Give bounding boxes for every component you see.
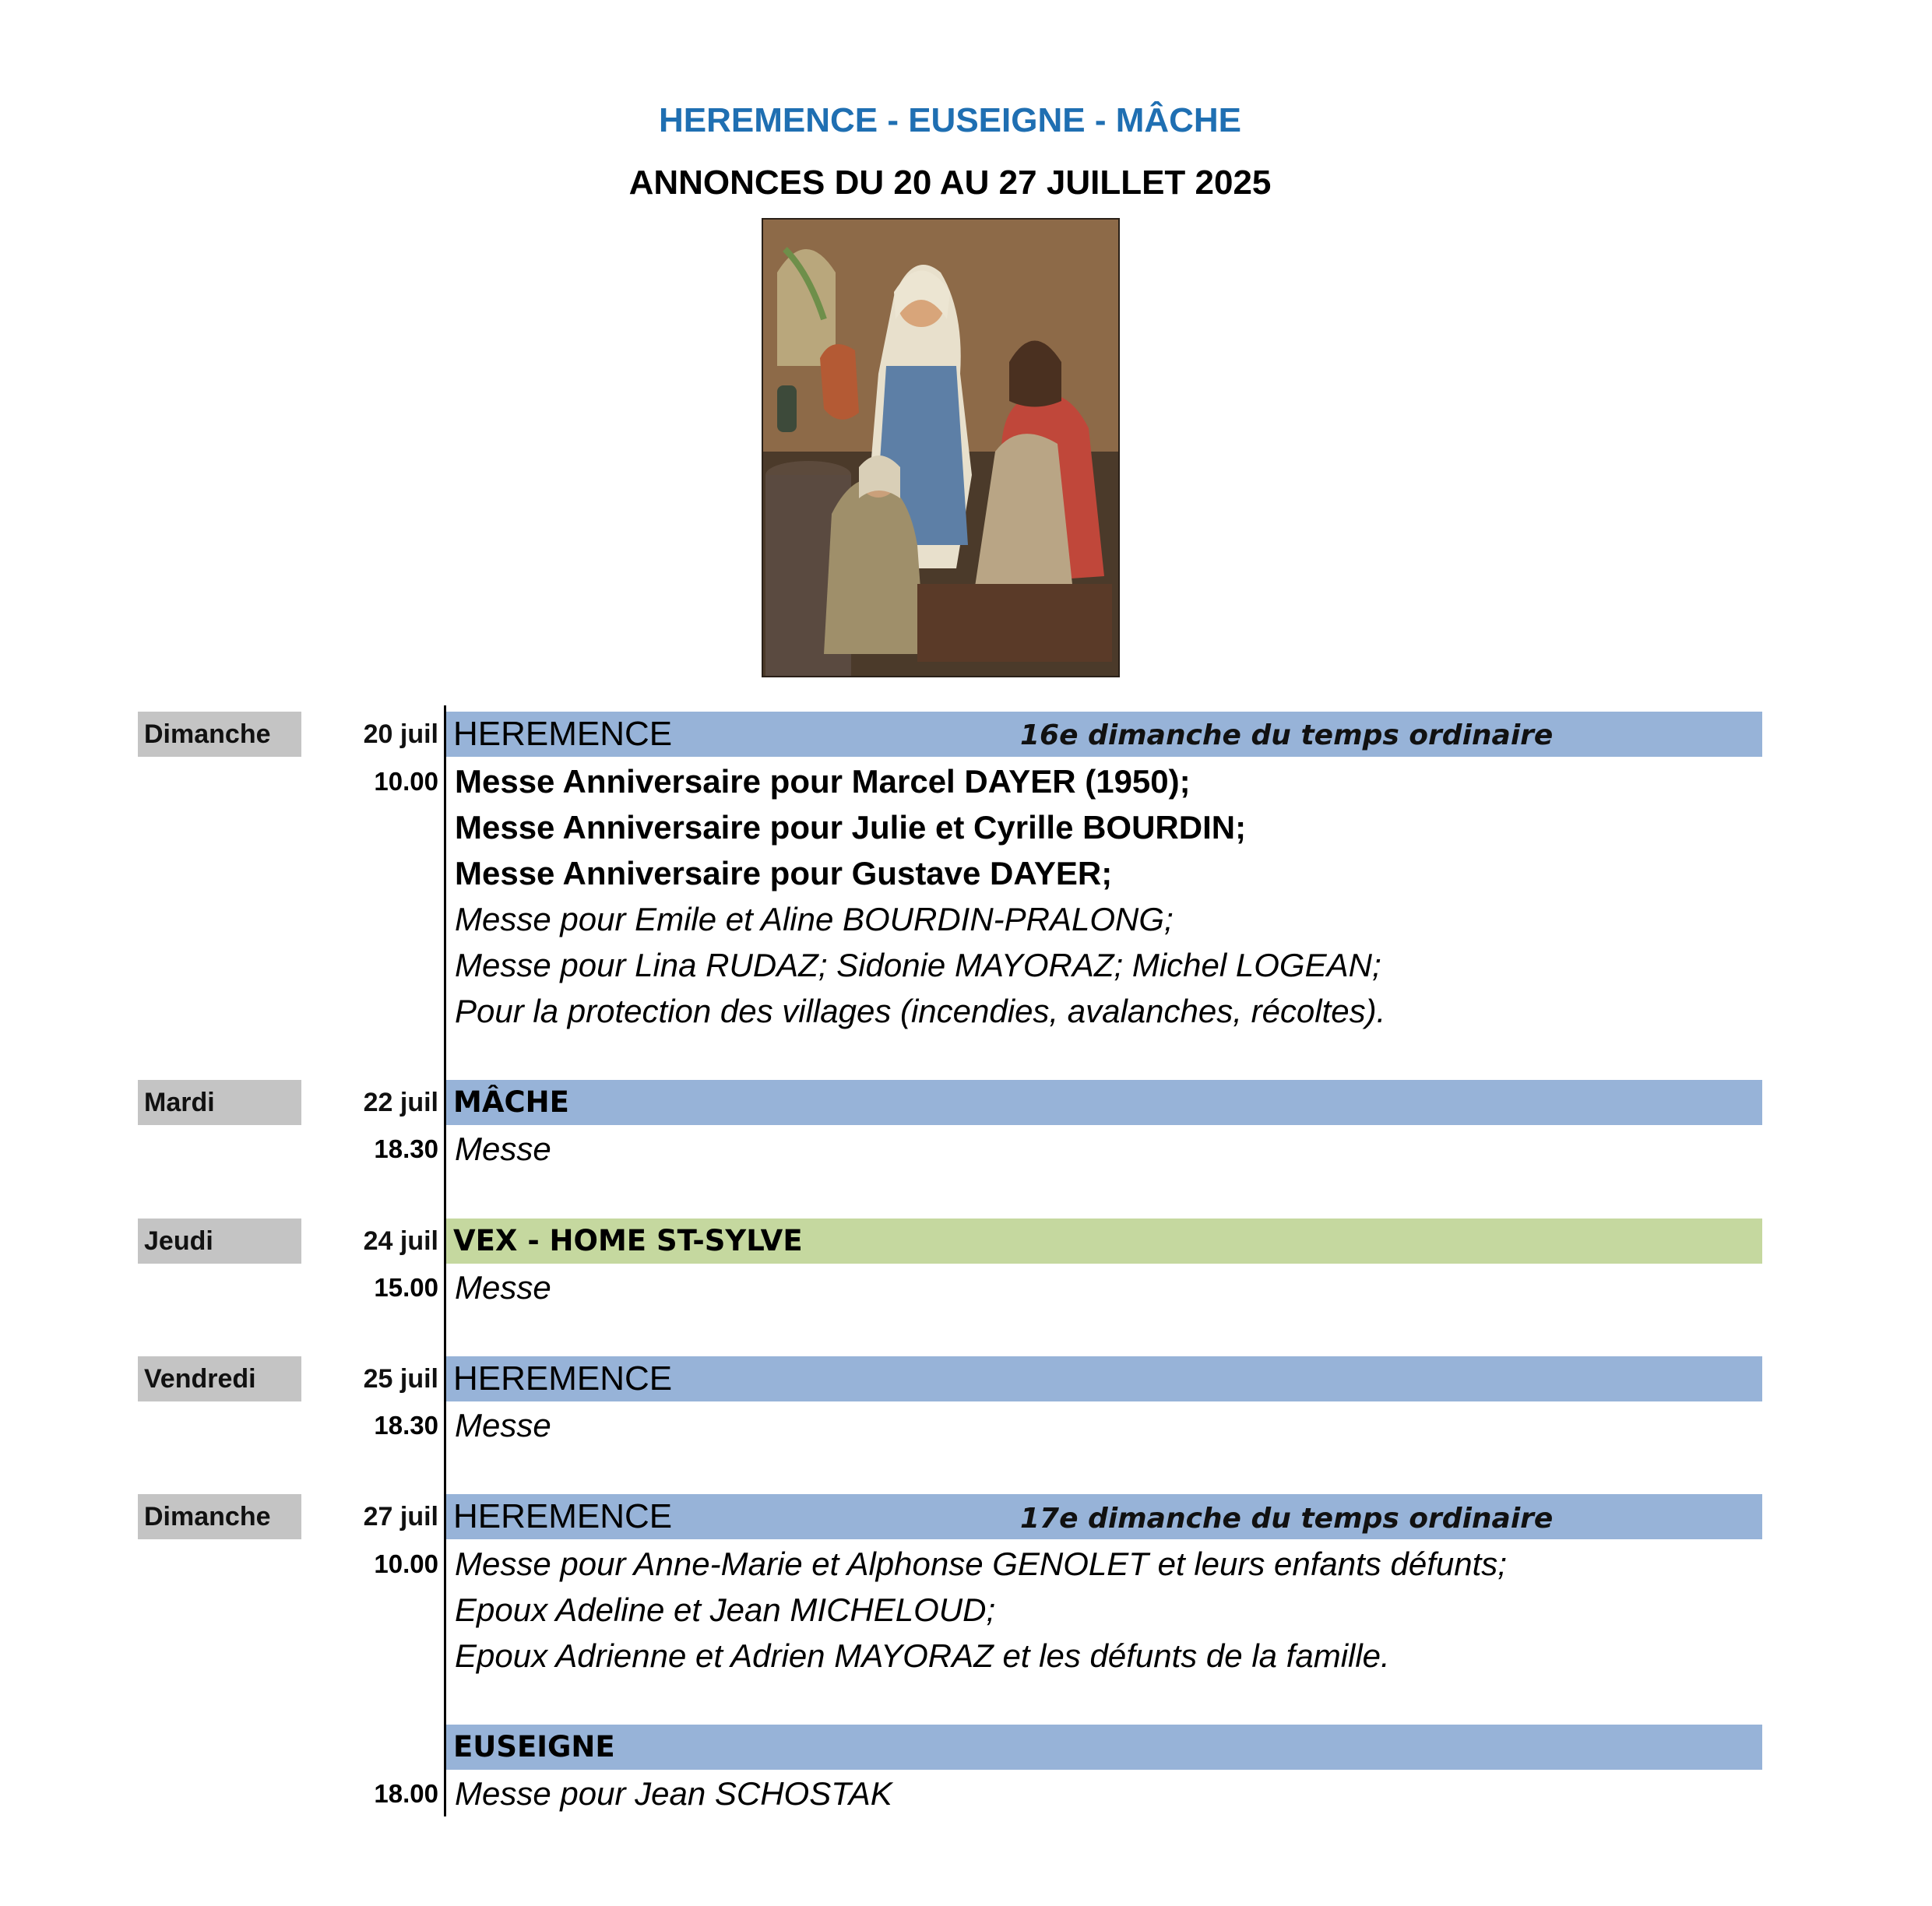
religious-painting-image bbox=[762, 218, 1120, 677]
parish-title: HEREMENCE - EUSEIGNE - MÂCHE bbox=[658, 101, 1242, 139]
location-header-bar bbox=[446, 1725, 1762, 1770]
mass-time: 18.00 bbox=[374, 1779, 438, 1808]
intention-line: Messe bbox=[455, 1131, 551, 1167]
mass-time: 10.00 bbox=[374, 1549, 438, 1578]
day-date: 20 juil bbox=[363, 719, 438, 749]
intention-line: Epoux Adeline et Jean MICHELOUD; bbox=[455, 1591, 996, 1628]
mass-time: 15.00 bbox=[374, 1273, 438, 1302]
location-name: HEREMENCE bbox=[453, 715, 673, 753]
intention-line: Messe pour Jean SCHOSTAK bbox=[455, 1775, 892, 1812]
day-name: Dimanche bbox=[144, 1502, 271, 1531]
day-date: 27 juil bbox=[363, 1502, 438, 1531]
day-date: 22 juil bbox=[363, 1088, 438, 1117]
intention-line: Messe bbox=[455, 1407, 551, 1444]
announcements-title: ANNONCES DU 20 AU 27 JUILLET 2025 bbox=[628, 164, 1272, 202]
intention-line: Messe pour Emile et Aline BOURDIN-PRALONG; bbox=[455, 901, 1174, 937]
mass-time: 18.30 bbox=[374, 1134, 438, 1163]
mass-time: 18.30 bbox=[374, 1411, 438, 1440]
location-name: VEX - HOME ST-SYLVE bbox=[453, 1224, 803, 1257]
liturgical-note: 16e dimanche du temps ordinaire bbox=[1020, 719, 1554, 751]
intention-line: Epoux Adrienne et Adrien MAYORAZ et les défunts de la famille. bbox=[455, 1637, 1390, 1674]
liturgical-note: 17e dimanche du temps ordinaire bbox=[1020, 1503, 1554, 1535]
day-date: 24 juil bbox=[363, 1226, 438, 1256]
mass-time: 10.00 bbox=[374, 767, 438, 796]
intention-line: Messe pour Anne-Marie et Alphonse GENOLET et leurs enfants défunts; bbox=[455, 1546, 1507, 1582]
intention-line: Messe pour Lina RUDAZ; Sidonie MAYORAZ; Michel LOGEAN; bbox=[455, 947, 1381, 983]
location-name: MÂCHE bbox=[453, 1085, 569, 1119]
location-name: HEREMENCE bbox=[453, 1497, 673, 1535]
intention-line: Pour la protection des villages (incendies, avalanches, récoltes). bbox=[455, 993, 1386, 1029]
day-name: Mardi bbox=[144, 1088, 215, 1117]
intention-line: Messe bbox=[455, 1269, 551, 1306]
location-name: EUSEIGNE bbox=[453, 1730, 615, 1764]
day-name: Jeudi bbox=[144, 1226, 213, 1256]
day-name: Vendredi bbox=[144, 1364, 256, 1394]
location-name: HEREMENCE bbox=[453, 1359, 673, 1398]
day-name: Dimanche bbox=[144, 719, 271, 749]
location-header-bar bbox=[446, 1080, 1762, 1125]
intention-line: Messe Anniversaire pour Julie et Cyrille BOURDIN; bbox=[455, 809, 1247, 846]
intention-line: Messe Anniversaire pour Gustave DAYER; bbox=[455, 855, 1113, 891]
intention-line: Messe Anniversaire pour Marcel DAYER (1950); bbox=[455, 763, 1191, 800]
day-date: 25 juil bbox=[363, 1364, 438, 1394]
